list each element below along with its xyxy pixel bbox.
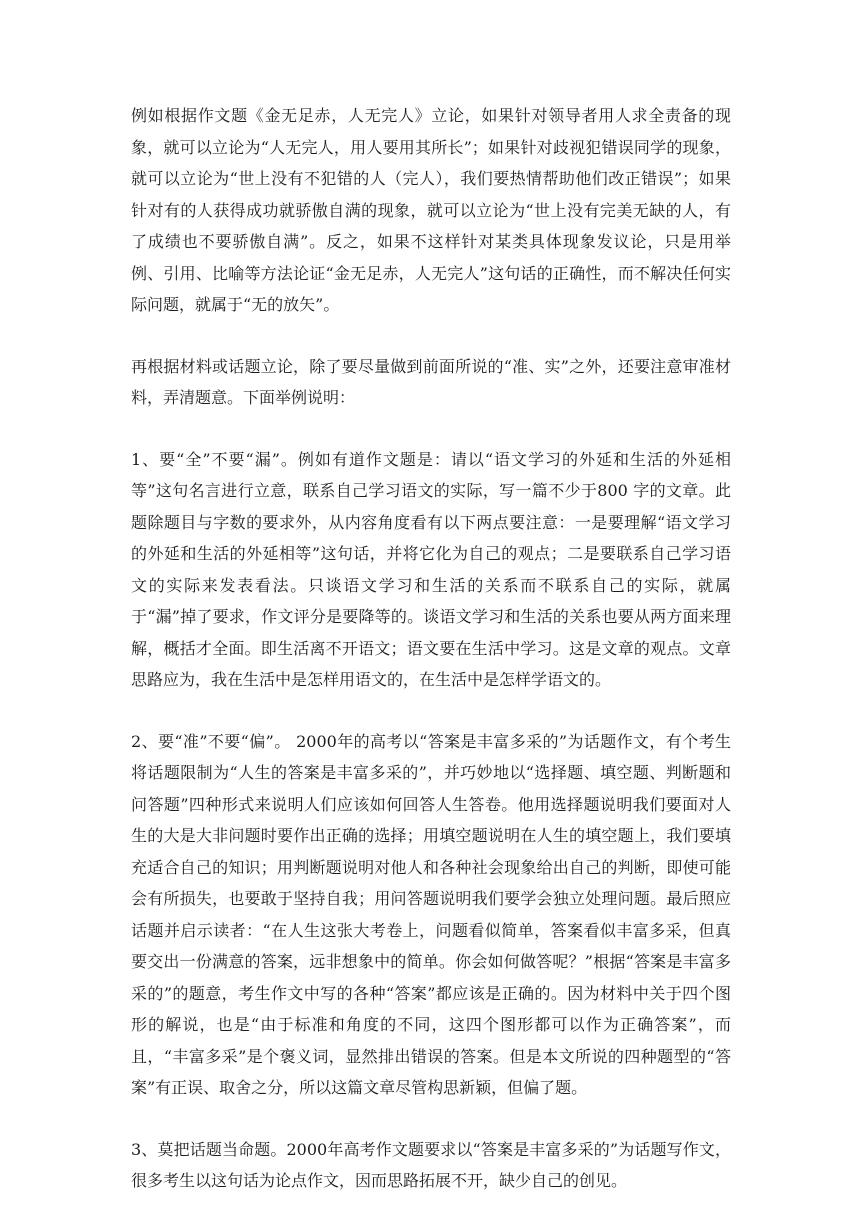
paragraph-material-intro [131,351,731,414]
paragraph-example-lead [131,100,731,321]
paragraph-text: 例如根据作文题《金无足赤，人无完人》立论，如果针对领导者用人求全责备的现象，就可以立论为“人无完人，用人要用其所长”；如果针对歧视犯错误同学的现象，就可以立论为“世上没有不犯错的人（完人），我们要热情帮助他们改正错误”；如果针对有的人获得成功就骄傲自满的现象，就可以立论为“世上没有完美无缺的人，有了成绩也不要骄傲自满”。反之，如果不这样针对某类具体现象发议论，只是用举例、引用、比喻等方法论证“金无足赤，人无完人”这句话的正确性，而不解决任何实际问题，就属于“无的放矢”。 [131,106,731,314]
paragraph-text: 3、莫把话题当命题。2000年高考作文题要求以“答案是丰富多采的”为话题写作文，很多考生以这句话为论点作文，因而思路拓展不开，缺少自己的创见。 [131,1139,731,1190]
paragraph-text: 此题除题目与字数的要求外，从内容角度看有以下两点要注意：一是要理解“语文学习的外延和生活的外延相等”这句话，并将它化为自己的观点；二是要联系自己学习语文的实际来发表看法。只谈语文学习和生活的关系而不联系自己的实际，就属于“漏”掉了要求，作文评分是要降等的。谈语文学习和生活的关系也要从两方面来理解，概括才全面。即生活离不开语文；语文要在生活中学习。这是文章的观点。文章思路应为，我在生活中是怎样用语文的，在生活中是怎样学语文的。 [131,481,731,689]
paragraph-text: 2、要“准”不要“偏”。 2000年的高考以“答案是丰富多采的”为话题作文，有个考生将话题限制为“人生的答案是丰富多采的”，并巧妙地以“选择题、填空题、判断题和问答题”四种形式来说明人们应该如何回答人生答卷。他用选择题说明我们要面对人生的大是大非问题时要作出正确的选择；用填空题说明在人生的填空题上，我们要填充适合自己的知识；用判断题说明对他人和各种社会现象给出自己的判断，即使可能会有所损失，也要敢于坚持自我；用问答题说明我们要学会独立处理问题。最后照应话题并启示读者：“在人生这张大考卷上，问题看似简单，答案看似丰富多采，但真要交出一份满意的答案，远非想象中的简单。你会如何做答呢？”根据“答案是丰富多采的”的题意，考生作文中写的各种“答案”都应该是正确的。因为材料中关于四个图形的解说，也是“由于标准和角度的不同，这四个图形都可以作为正确答案”，而且，“丰富多采”是个褒义词，显然排出错误的答案。但是本文所说的四种题型的“答案”有正误、取舍之分，所以这篇文章尽管构思新颖，但偏了题。 [131,731,731,1097]
quoted-prompt-text: 请以“语文学习的外延和生活的外延相等”这句名言进行立意，联系自己学习语文的实际，写一篇不少于800 字的文章。 [131,449,731,500]
paragraph-point-1 [131,444,731,696]
paragraph-text: 再根据材料或话题立论，除了要尽量做到前面所说的“准、实”之外，还要注意审准材料，弄清题意。下面举例说明： [131,356,731,407]
paragraph-point-2 [131,726,731,1104]
paragraph-text: 1、要“全”不要“漏”。例如有道作文题是： [131,449,451,469]
paragraph-point-3 [131,1134,731,1197]
document-body [131,100,731,1227]
